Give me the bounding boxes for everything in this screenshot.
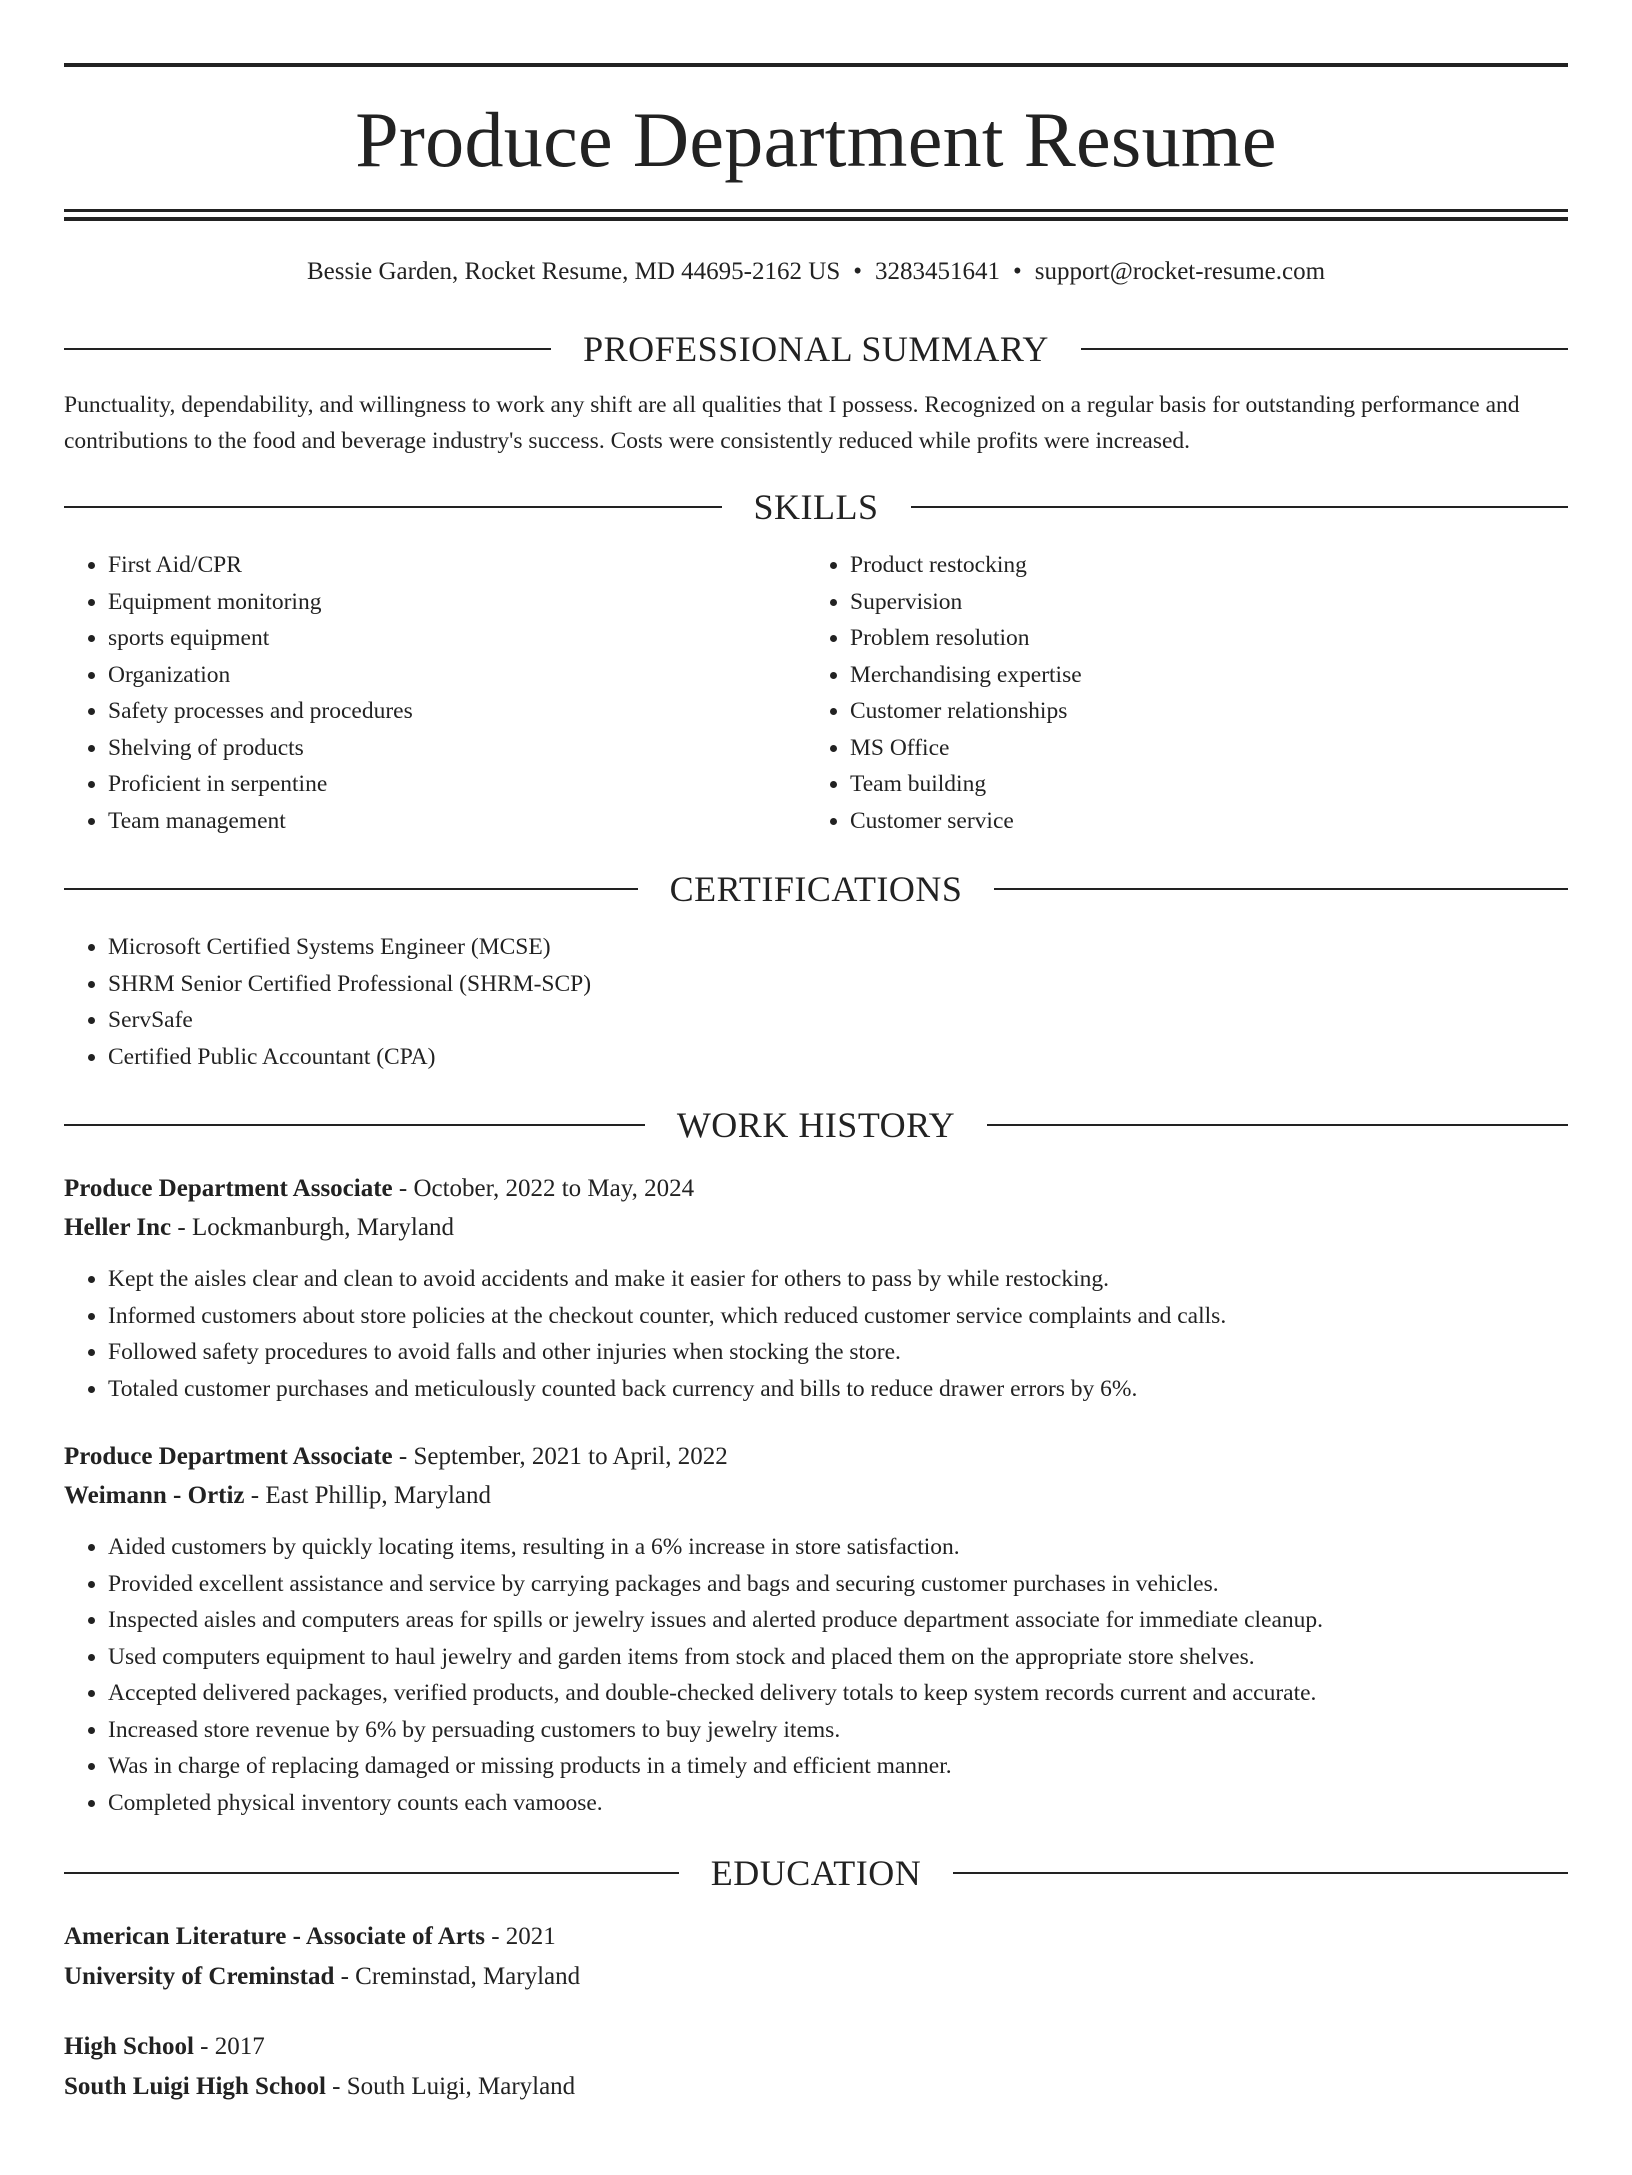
education-degree-line <box>64 1917 1568 1957</box>
heading-rule-left <box>64 506 722 508</box>
education-year: - 2017 <box>193 2033 265 2060</box>
education-school: South Luigi High School <box>64 2073 326 2100</box>
list-item: • Problem resolution <box>850 620 1548 657</box>
list-item: • Increased store revenue by 6% by persuading customers to buy jewelry items. <box>108 1712 1568 1749</box>
job-location: - East Phillip, Maryland <box>244 1482 492 1509</box>
job-entry <box>64 1169 1568 1407</box>
education-school-line <box>64 2067 1568 2107</box>
list-item: • Was in charge of replacing damaged or missing products in a timely and efficient manner. <box>108 1748 1568 1785</box>
job-location: - Lockmanburgh, Maryland <box>171 1214 454 1241</box>
list-item: • Organization <box>108 657 806 694</box>
list-item: • Used computers equipment to haul jewelry and garden items from stock and placed them on the appropriate store shelves. <box>108 1639 1568 1676</box>
list-item: • sports equipment <box>108 620 806 657</box>
job-title-line <box>64 1169 1568 1208</box>
job-dates: - October, 2022 to May, 2024 <box>392 1175 695 1202</box>
education-location: - South Luigi, Maryland <box>325 2073 576 2100</box>
list-item: • Equipment monitoring <box>108 584 806 621</box>
job-title: Produce Department Associate <box>64 1175 393 1202</box>
job-title-line <box>64 1437 1568 1476</box>
heading-label: PROFESSIONAL SUMMARY <box>583 329 1049 369</box>
list-item: • Aided customers by quickly locating items, resulting in a 6% increase in store satisfaction. <box>108 1529 1568 1566</box>
list-item: • Team management <box>108 803 806 840</box>
contact-line <box>64 257 1568 287</box>
certifications-block <box>64 929 1568 1075</box>
heading-rule-right <box>911 506 1569 508</box>
heading-rule-right <box>994 888 1568 890</box>
list-item: • Safety processes and procedures <box>108 693 806 730</box>
education-school-line <box>64 1957 1568 1997</box>
section-heading-skills <box>64 489 1568 525</box>
job-company-line <box>64 1208 1568 1247</box>
list-item: • Customer service <box>850 803 1548 840</box>
header-top-rule <box>64 63 1568 67</box>
job-company: Weimann - Ortiz <box>64 1482 245 1509</box>
job-bullets <box>64 1529 1568 1821</box>
certifications-list <box>64 929 1568 1075</box>
skills-column-right <box>806 547 1548 839</box>
education-school: University of Creminstad <box>64 1963 335 1990</box>
heading-label: EDUCATION <box>710 1853 922 1893</box>
summary-text: Punctuality, dependability, and willingness to work any shift are all qualities that I possess. Recognized on a regular basis for outstanding performance and contributions to the food and beverage industry's success. Costs were consistently reduced while profits were increased. <box>64 392 1520 454</box>
education-year: - 2021 <box>484 1923 556 1950</box>
heading-label: SKILLS <box>753 487 879 527</box>
education-entry <box>64 1917 1568 1997</box>
resume-title: Produce Department Resume <box>355 96 1277 183</box>
education-degree-line <box>64 2027 1568 2067</box>
list-item: • Kept the aisles clear and clean to avoid accidents and make it easier for others to pass by while restocking. <box>108 1261 1568 1298</box>
list-item: • Informed customers about store policies at the checkout counter, which reduced customer service complaints and calls. <box>108 1298 1568 1335</box>
list-item: • Customer relationships <box>850 693 1548 730</box>
list-item: • Product restocking <box>850 547 1548 584</box>
header-double-rule <box>64 209 1568 221</box>
heading-rule-left <box>64 888 638 890</box>
contact-separator: • <box>853 258 862 285</box>
job-bullets <box>64 1261 1568 1407</box>
education-location: - Creminstad, Maryland <box>334 1963 581 1990</box>
skills-column-left <box>64 547 806 839</box>
list-item: • Team building <box>850 766 1548 803</box>
section-heading-work-history <box>64 1107 1568 1143</box>
heading-label: CERTIFICATIONS <box>669 869 963 909</box>
list-item: • Certified Public Accountant (CPA) <box>108 1039 1568 1076</box>
list-item: • MS Office <box>850 730 1548 767</box>
list-item: • ServSafe <box>108 1002 1568 1039</box>
section-heading-education <box>64 1855 1568 1891</box>
list-item: • Proficient in serpentine <box>108 766 806 803</box>
resume-page <box>0 63 1632 2175</box>
education-degree: American Literature - Associate of Arts <box>64 1923 485 1950</box>
list-item: • Provided excellent assistance and service by carrying packages and bags and securing customer purchases in vehicles. <box>108 1566 1568 1603</box>
contact-address: Bessie Garden, Rocket Resume, MD 44695-2162 US <box>306 258 841 285</box>
contact-separator: • <box>1012 258 1022 285</box>
contact-email[interactable]: support@rocket-resume.com <box>1034 258 1326 285</box>
list-item: • Shelving of products <box>108 730 806 767</box>
skills-list-right <box>806 547 1548 839</box>
job-title: Produce Department Associate <box>64 1443 393 1470</box>
heading-rule-left <box>64 348 551 350</box>
contact-phone[interactable]: 3283451641 <box>874 258 1000 285</box>
heading-rule-right <box>953 1872 1568 1874</box>
list-item: • SHRM Senior Certified Professional (SHRM-SCP) <box>108 966 1568 1003</box>
heading-label: WORK HISTORY <box>676 1105 956 1145</box>
skills-columns <box>64 547 1568 839</box>
heading-rule-left <box>64 1872 679 1874</box>
heading-rule-right <box>1081 348 1568 350</box>
heading-rule-right <box>987 1124 1568 1126</box>
section-heading-summary <box>64 331 1568 367</box>
list-item: • Followed safety procedures to avoid falls and other injuries when stocking the store. <box>108 1334 1568 1371</box>
list-item: • Completed physical inventory counts each vamoose. <box>108 1785 1568 1822</box>
job-company: Heller Inc <box>64 1214 172 1241</box>
section-heading-certifications <box>64 871 1568 907</box>
job-dates: - September, 2021 to April, 2022 <box>392 1443 728 1470</box>
job-company-line <box>64 1476 1568 1515</box>
list-item: • Supervision <box>850 584 1548 621</box>
list-item: • Totaled customer purchases and meticulously counted back currency and bills to reduce drawer errors by 6%. <box>108 1371 1568 1408</box>
education-entry <box>64 2027 1568 2107</box>
list-item: • Accepted delivered packages, verified products, and double-checked delivery totals to keep system records current and accurate. <box>108 1675 1568 1712</box>
heading-rule-left <box>64 1124 645 1126</box>
list-item: • Microsoft Certified Systems Engineer (MCSE) <box>108 929 1568 966</box>
education-degree: High School <box>64 2033 194 2060</box>
list-item: • Merchandising expertise <box>850 657 1548 694</box>
list-item: • First Aid/CPR <box>108 547 806 584</box>
skills-list-left <box>64 547 806 839</box>
list-item: • Inspected aisles and computers areas for spills or jewelry issues and alerted produce department associate for immediate cleanup. <box>108 1602 1568 1639</box>
job-entry <box>64 1437 1568 1821</box>
